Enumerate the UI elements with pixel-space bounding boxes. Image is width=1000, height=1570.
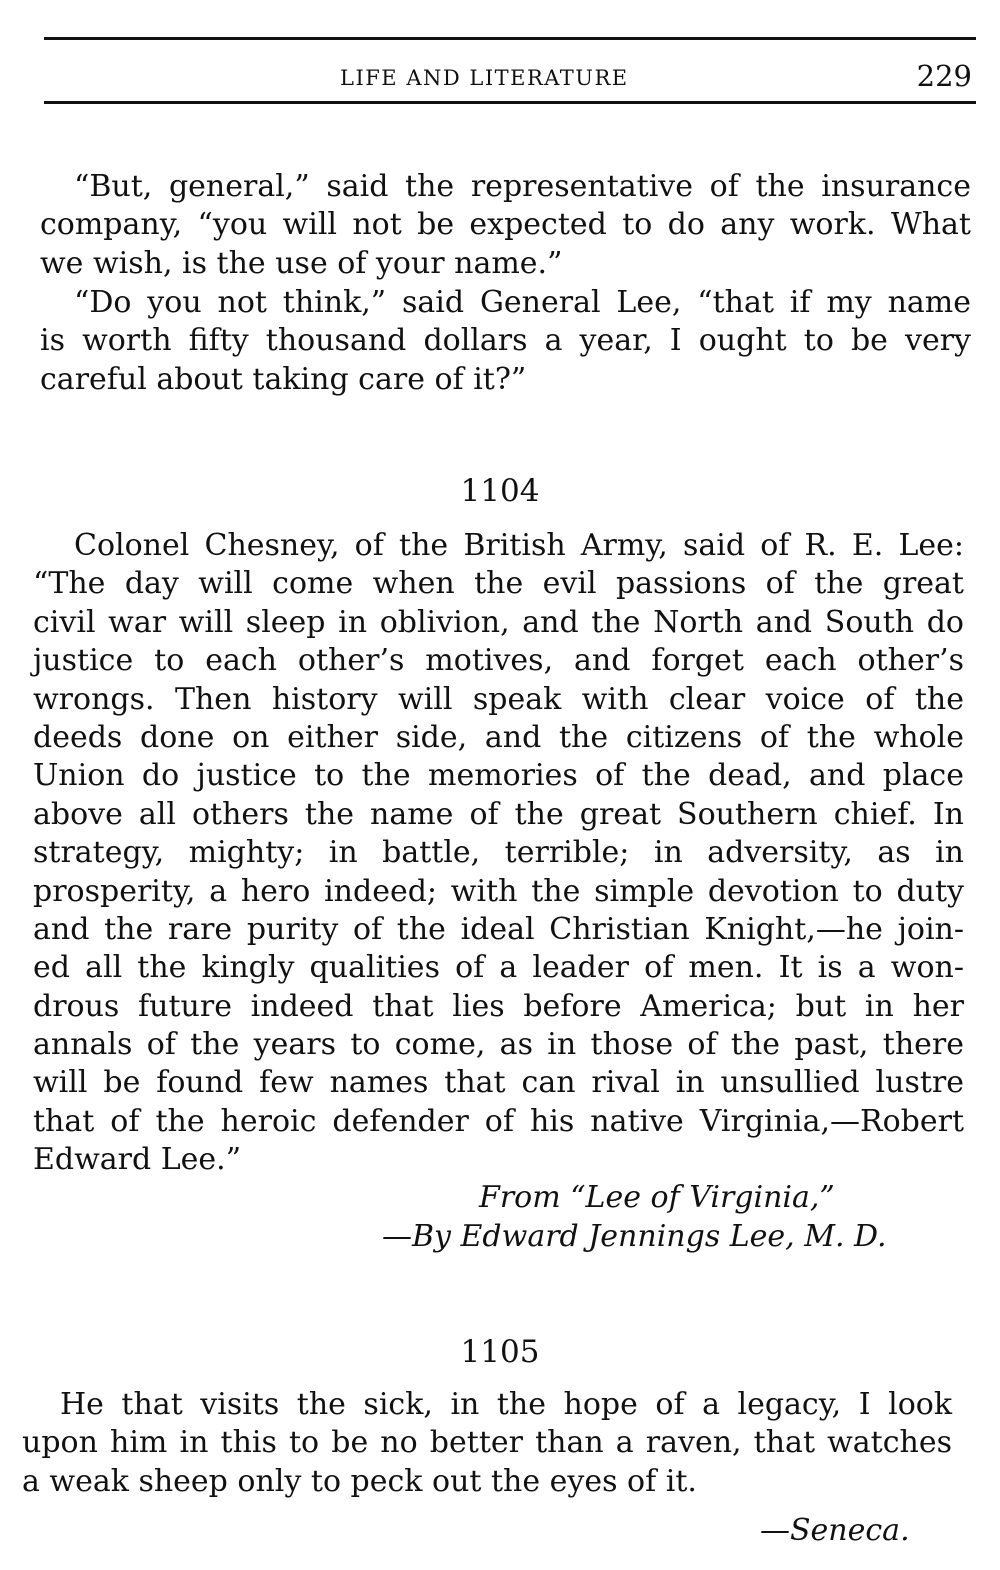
- text-line: and the rare purity of the ideal Christian Knight,—he join-: [33, 911, 964, 947]
- text-line: ed all the kingly qualities of a leader of men. It is a won-: [33, 950, 964, 986]
- text-line: prosperity, a hero indeed; with the simple devotion to duty: [33, 873, 964, 909]
- entry-1105-text: [22, 1386, 952, 1501]
- text-line: wrongs. Then history will speak with clear voice of the: [33, 681, 964, 717]
- entry-number-1105: 1105: [460, 1334, 540, 1370]
- header-bottom-rule: [44, 101, 976, 104]
- text-line: “Do you not think,” said General Lee, “that if my name: [74, 285, 971, 320]
- text-line: He that visits the sick, in the hope of a legacy, I look: [60, 1387, 952, 1422]
- continued-paragraph-1: [40, 168, 971, 283]
- text-line: Colonel Chesney, of the British Army, said of R. E. Lee:: [74, 528, 964, 563]
- text-line: deeds done on either side, and the citizens of the whole: [33, 719, 964, 755]
- text-line: will be found few names that can rival in unsullied lustre: [33, 1065, 964, 1101]
- text-line: justice to each other’s motives, and forget each other’s: [33, 643, 964, 679]
- text-line: we wish, is the use of your name.”: [40, 245, 563, 281]
- text-line: “The day will come when the evil passions of the great: [33, 566, 964, 602]
- text-line: drous future indeed that lies before America; but in her: [33, 988, 964, 1024]
- text-line: above all others the name of the great Southern chief. In: [33, 796, 964, 832]
- text-line: annals of the years to come, as in those of the past, there: [33, 1027, 964, 1063]
- header-top-rule: [44, 37, 976, 40]
- text-line: civil war will sleep in oblivion, and the North and South do: [33, 604, 964, 640]
- entry-number-1104: 1104: [460, 473, 540, 509]
- attribution-seneca: —Seneca.: [760, 1513, 910, 1548]
- continued-paragraph-2: [40, 284, 971, 399]
- text-line: Edward Lee.”: [33, 1142, 242, 1178]
- text-line: is worth fifty thousand dollars a year, I ought to be very: [40, 323, 971, 359]
- entry-1104-text: [33, 527, 964, 1180]
- text-line: strategy, mighty; in battle, terrible; in adversity, as in: [33, 835, 964, 871]
- attribution-author: —By Edward Jennings Lee, M. D.: [382, 1219, 887, 1254]
- text-line: company, “you will not be expected to do any work. What: [40, 207, 971, 243]
- running-title: LIFE AND LITERATURE: [340, 66, 629, 90]
- attribution-source: From “Lee of Virginia,”: [479, 1180, 835, 1215]
- text-line: upon him in this to be no better than a raven, that watches: [22, 1425, 952, 1461]
- text-line: Union do justice to the memories of the dead, and place: [33, 758, 964, 794]
- text-line: a weak sheep only to peck out the eyes of it.: [22, 1463, 697, 1499]
- text-line: careful about taking care of it?”: [40, 361, 527, 397]
- text-line: that of the heroic defender of his native Virginia,—Robert: [33, 1103, 964, 1139]
- text-line: “But, general,” said the representative of the insurance: [74, 169, 971, 204]
- page-number: 229: [916, 59, 972, 93]
